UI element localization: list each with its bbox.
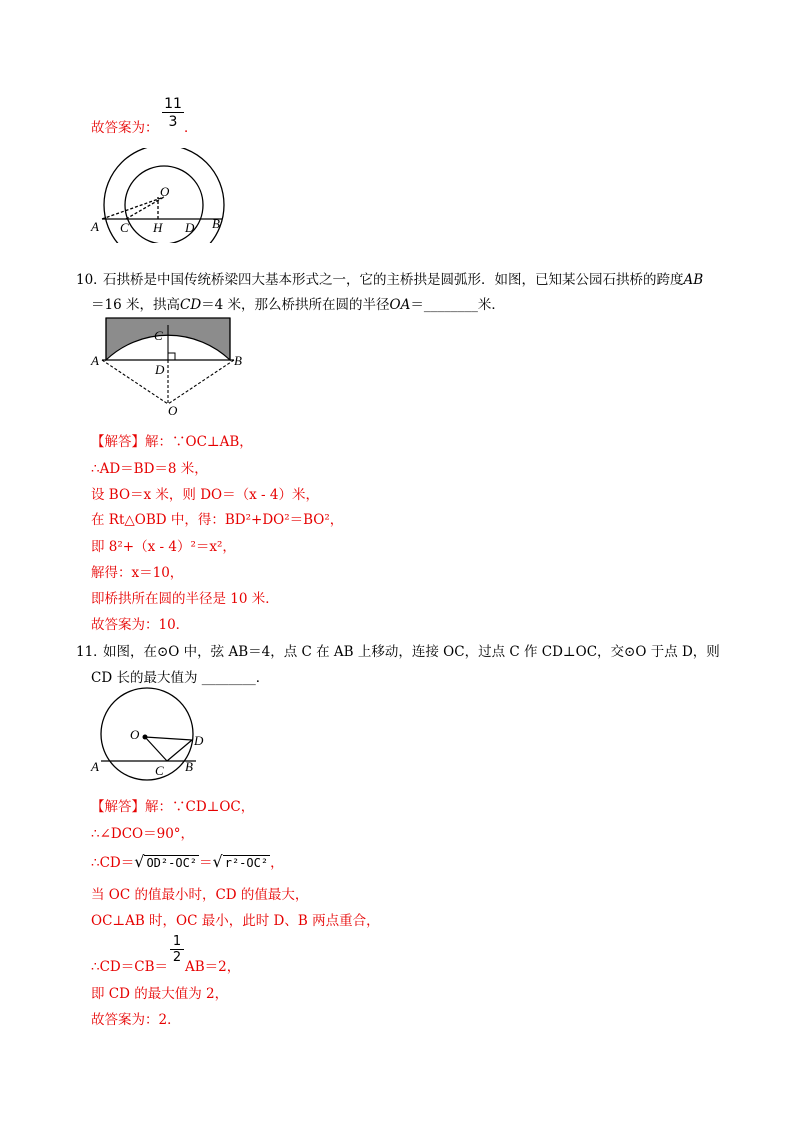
q10-sol-4: 在 Rt△OBD 中，得：BD²+DO²＝BO²， [91,512,344,528]
label-c: C [120,220,129,235]
q11-sol-7: 即 CD 的最大值为 2， [91,986,229,1002]
q11-sol-1: 【解答】解：∵CD⊥OC， [91,799,255,815]
label-o: O [168,403,178,418]
q11-sol-3-pre: ∴CD＝ [91,855,135,871]
q10-sol-1: 【解答】解：∵OC⊥AB， [91,434,253,450]
q10-var-oa: OA [389,297,411,313]
label-a: A [91,759,99,774]
q11-line2: CD 长的最大值为 ________． [91,670,270,686]
label-o: O [160,184,170,199]
label-a: A [91,353,99,368]
q10-line1-text: 石拱桥是中国传统桥梁四大基本形式之一，它的主桥拱是圆弧形．如图，已知某公园石拱桥的跨度 [103,272,684,288]
sqrt-od-oc-radicand: OD²-OC² [146,856,198,870]
concentric-circles-figure [88,148,238,243]
label-b: B [234,353,242,368]
sqrt-r-oc: √ r²-OC² [212,852,269,871]
q10-sol-3: 设 BO＝x 米，则 DO＝（x - 4）米， [91,487,319,503]
q11-sol-3-eq: ＝ [199,855,213,871]
q11-number: 11． [76,644,107,660]
q10-line1 [103,268,703,288]
q10-number: 10． [76,272,107,288]
label-d: D [185,220,195,235]
q10-sol-2: ∴AD＝BD＝8 米， [91,461,208,477]
label-h: H [153,220,163,235]
arch-bridge-figure [88,314,258,420]
center-point [143,735,148,740]
label-b: B [185,759,193,774]
circle-o [101,688,193,780]
q11-sol-6-post: AB＝2， [185,959,241,975]
q11-sol-5: OC⊥AB 时，OC 最小，此时 D、B 两点重合， [91,913,380,929]
label-a: A [91,219,99,234]
label-d: D [194,733,204,748]
q10-sol-5: 即 8²+（x - 4）²＝x²， [91,539,236,555]
q10-var-ab: AB [683,272,704,288]
label-o: O [130,727,140,742]
half-fraction [170,934,184,966]
sqrt-r-oc-radicand: r²-OC² [224,856,269,870]
q10-line2-pre: ＝16 米，拱高 [91,297,180,313]
circle-chord-figure [88,686,218,782]
q11-sol-8: 故答案为：2． [91,1012,181,1028]
q10-line2 [91,293,505,313]
prev-answer-prefix: 故答案为： [91,120,159,136]
q11-line1: 如图，在⊙O 中，弦 AB＝4，点 C 在 AB 上移动，连接 OC，过点 C 作 CD⊥OC，交⊙O 于点 D，则 [103,644,720,660]
q10-sol-7: 即桥拱所在圆的半径是 10 米． [91,591,279,607]
label-b: B [212,216,220,231]
prev-answer-fraction [162,96,184,131]
label-d: D [155,362,165,377]
label-c: C [154,328,163,343]
label-c: C [155,763,164,778]
q10-sol-6: 解得：x＝10， [91,565,184,581]
q10-var-cd: CD [179,297,202,313]
fraction-numerator: 11 [164,96,182,112]
q10-sol-8: 故答案为：10． [91,617,190,633]
q11-sol-3-post: ， [270,855,284,871]
q11-sol-2: ∴∠DCO＝90°， [91,826,195,842]
q10-line2-mid: ＝4 米，那么桥拱所在圆的半径 [201,297,390,313]
q10-line2-post: ＝________米． [410,297,505,313]
half-numerator: 1 [172,934,182,949]
q11-sol-3 [91,851,284,871]
segment-oa [102,197,164,219]
fraction-denominator: 3 [162,112,184,131]
q11-sol-6-pre: ∴CD＝CB＝ [91,959,168,975]
prev-answer-suffix: ． [184,120,198,136]
q11-sol-4: 当 OC 的值最小时，CD 的值最大， [91,887,309,903]
sqrt-od-oc: √ OD²-OC² [134,852,198,871]
half-denominator: 2 [170,949,184,966]
